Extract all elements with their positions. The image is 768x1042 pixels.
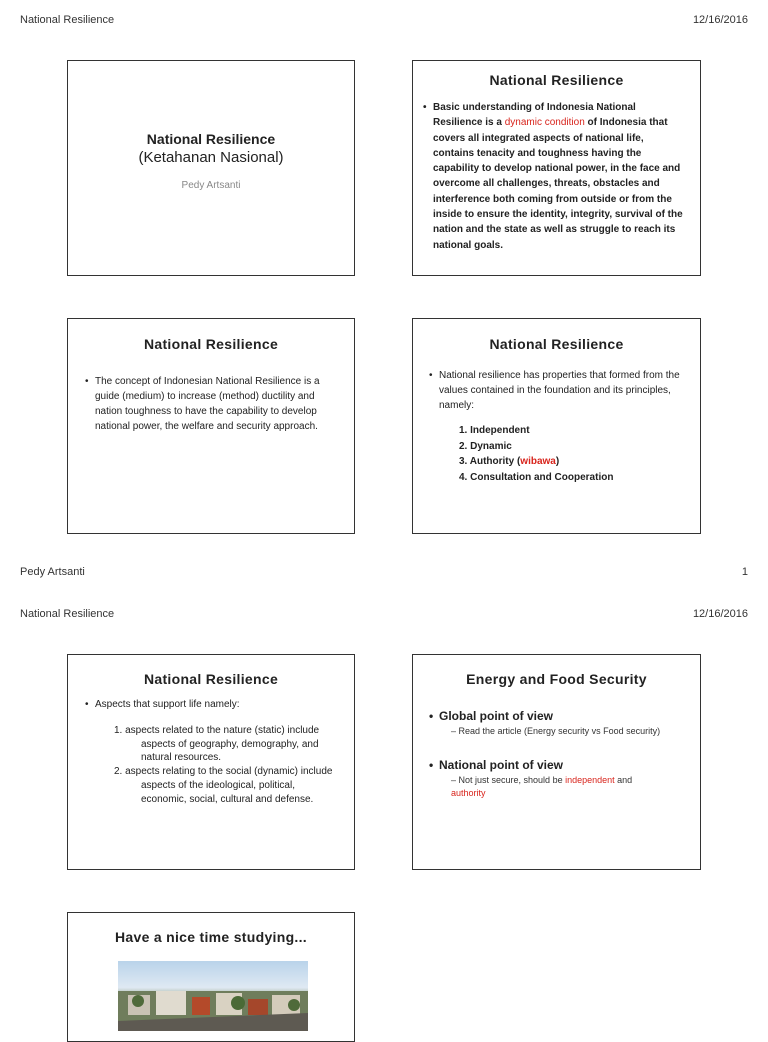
properties-item: 2. Dynamic xyxy=(459,440,512,452)
slide-concept-bullets xyxy=(85,374,338,434)
slide-energy-food xyxy=(412,654,701,870)
properties-item3-highlight: wibawa xyxy=(520,456,556,467)
properties-item3-end: ) xyxy=(555,456,560,467)
properties-item xyxy=(459,454,700,470)
slide-definition-title: National Resilience xyxy=(489,72,624,88)
aspects-list xyxy=(114,724,336,806)
slide-properties-bullet: • National resilience has properties that formed from the values contained in the foundation and its principles, namely: xyxy=(429,368,686,413)
slide-title-author: Pedy Artsanti xyxy=(181,180,241,191)
definition-highlight: dynamic condition xyxy=(504,117,585,129)
slide-closing-title: Have a nice time studying... xyxy=(114,929,307,945)
city-photo xyxy=(118,961,308,1031)
national-view-sub-text: Not just secure, should be xyxy=(458,775,566,785)
slide-title xyxy=(67,60,355,276)
page2-header-title: National Resilience xyxy=(20,608,115,620)
properties-item3-start: 3. Authority ( xyxy=(459,456,521,467)
slide-definition-bullets xyxy=(423,100,686,253)
page1-footer-author: Pedy Artsanti xyxy=(20,566,85,578)
global-view-label: Global point of view xyxy=(439,709,553,723)
slide-aspects-bullets xyxy=(85,697,340,712)
slide-definition xyxy=(412,60,701,276)
slide-properties xyxy=(412,318,701,534)
page1-header-date: 12/16/2016 xyxy=(692,14,748,26)
properties-item: 1. Independent xyxy=(459,425,530,436)
energy-food-bullet-national xyxy=(429,758,690,800)
slide-concept-bullet: • The concept of Indonesian National Resilience is a guide (medium) to increase (method) ductility and nation toughness to have the capability to develop national power, the welfare and security approach. xyxy=(85,374,338,434)
global-view-sub: – Read the article (Energy security vs Food security) xyxy=(451,726,661,736)
definition-text-end: of Indonesia that covers all integrated aspects of national life, contains tenacity and toughness having the capability to develop national power, in the face and overcome all challenges, threats, obstacles and interference both coming from outside or from the inside to ensure the identity, integrity, survival of the nation and the state as well as struggle to reach its national goals. xyxy=(433,117,683,251)
energy-food-bullets xyxy=(429,709,690,800)
slide-aspects-bullet: • Aspects that support life namely: xyxy=(85,697,340,712)
national-view-sub-mid: and xyxy=(614,775,633,785)
slide-aspects-title: National Resilience xyxy=(143,671,279,687)
slide-closing xyxy=(67,912,355,1042)
national-view-label: National point of view xyxy=(439,758,564,772)
properties-list xyxy=(459,423,700,485)
aspects-item: 1. aspects related to the nature (static) include aspects of geography, demography, and natural resources. xyxy=(114,725,320,764)
slide-concept xyxy=(67,318,355,534)
national-view-sub: – Not just secure, should be independent and authority xyxy=(451,775,633,798)
slide-properties-title: National Resilience xyxy=(489,336,624,352)
properties-item: 4. Consultation and Cooperation xyxy=(459,471,614,483)
slide-definition-bullet xyxy=(423,100,686,253)
definition-text-start: Basic understanding of Indonesia National Resilience is a xyxy=(433,102,636,129)
slide-title-heading: National Resilience xyxy=(146,131,276,147)
independent-highlight: independent xyxy=(565,775,615,785)
city-photo-illustration xyxy=(118,961,308,1031)
slide-aspects xyxy=(67,654,355,870)
authority-highlight: authority xyxy=(451,788,486,798)
slide-energy-food-title: Energy and Food Security xyxy=(466,671,647,687)
page1-header-title: National Resilience xyxy=(20,14,115,26)
page1-footer-page-number: 1 xyxy=(741,566,748,578)
slide-properties-bullets xyxy=(429,368,686,413)
slide-concept-title: National Resilience xyxy=(143,336,279,352)
energy-food-bullet-global xyxy=(429,709,690,738)
aspects-item: 2. aspects relating to the social (dynamic) include aspects of the ideological, political, economic, social, cultural and defense. xyxy=(114,766,333,805)
slide-title-subtitle: (Ketahanan Nasional) xyxy=(138,149,284,166)
page2-header-date: 12/16/2016 xyxy=(692,608,748,620)
global-view-sub-text: Read the article (Energy security vs Food security) xyxy=(458,726,661,736)
